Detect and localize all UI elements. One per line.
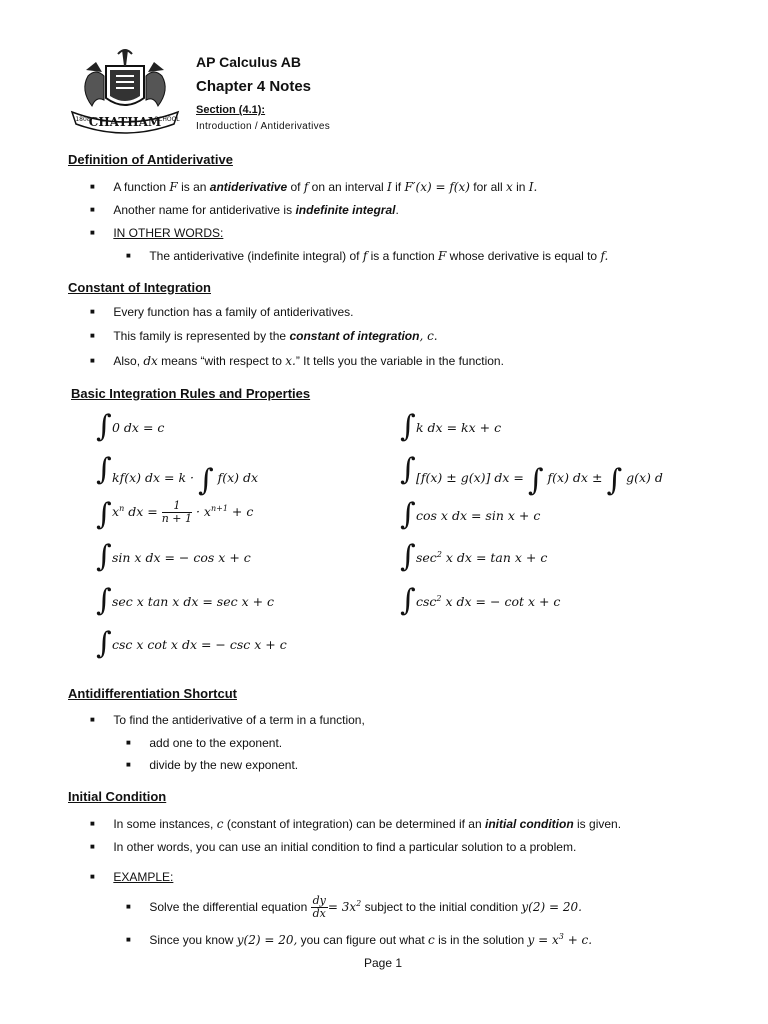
integral-sign-icon: ∫: [96, 409, 112, 444]
integral-sign-icon: ∫: [400, 497, 416, 532]
definition-bullet-1: ■ A function F is an antiderivative of f on an interval I if F′(x) = f(x) for all x in I.: [90, 180, 538, 194]
integral-sign-icon: ∫: [527, 463, 544, 498]
initial-bullet-3: ■ EXAMPLE:: [90, 870, 174, 884]
bullet-icon: ■: [90, 228, 95, 237]
chapter-title: Chapter 4 Notes: [196, 78, 312, 95]
rules-heading: Basic Integration Rules and Properties: [71, 386, 311, 401]
bullet-icon: ■: [126, 251, 131, 260]
shortcut-subbullet-1: ■ add one to the exponent.: [126, 736, 283, 750]
section-label: Section (4.1):: [196, 104, 266, 116]
constant-heading: Constant of Integration: [68, 280, 211, 295]
crest-school: SCHOOL: [154, 116, 180, 123]
definition-heading: Definition of Antiderivative: [68, 152, 233, 167]
integral-sign-icon: ∫: [400, 409, 416, 444]
integral-sign-icon: ∫: [96, 497, 112, 532]
bullet-icon: ■: [126, 935, 131, 944]
course-title: AP Calculus AB: [196, 54, 302, 70]
example-subbullet-1: ■ Solve the differential equation $\frac{dy}{dx}$ = $3x^2$ subject to the initial condition y(2) = 20.: [126, 894, 582, 921]
definition-subbullet: ■ The antiderivative (indefinite integral) of f is a function F whose derivative is equal to f.: [126, 249, 609, 263]
definition-bullet-2: ■ Another name for antiderivative is indefinite integral.: [90, 203, 399, 217]
bullet-icon: ■: [90, 205, 95, 214]
integral-sign-icon: ∫: [606, 463, 623, 498]
bullet-icon: ■: [90, 307, 95, 316]
crest-year: 1808: [75, 116, 91, 123]
school-crest-logo: [66, 46, 184, 134]
bullet-icon: ■: [126, 760, 131, 769]
integral-sign-icon: ∫: [400, 452, 416, 487]
example-subbullet-2: ■ Since you know y(2) = 20, you can figure out what c is in the solution $y = x^3 + c$.: [126, 932, 593, 947]
integral-sign-icon: ∫: [400, 539, 416, 574]
initial-bullet-1: ■ In some instances, c (constant of integration) can be determined if an initial condition is given.: [90, 817, 622, 831]
bullet-icon: ■: [90, 842, 95, 851]
initial-heading: Initial Condition: [68, 789, 167, 804]
section-topic: Introduction / Antiderivatives: [196, 121, 331, 132]
bullet-icon: ■: [90, 356, 95, 365]
constant-bullet-1: ■ Every function has a family of antiderivatives.: [90, 305, 354, 319]
page-number: Page 1: [364, 956, 403, 970]
bullet-icon: ■: [90, 715, 95, 724]
bullet-icon: ■: [90, 872, 95, 881]
bullet-icon: ■: [126, 901, 131, 911]
initial-bullet-2: ■ In other words, you can use an initial condition to find a particular solution to a problem.: [90, 840, 577, 854]
integral-sign-icon: ∫: [400, 583, 416, 618]
definition-bullet-3: ■ IN OTHER WORDS:: [90, 226, 224, 240]
crest-banner-text: CHATHAM: [88, 115, 162, 129]
shortcut-heading: Antidifferentiation Shortcut: [68, 686, 237, 701]
bullet-icon: ■: [90, 819, 95, 828]
shortcut-subbullet-2: ■ divide by the new exponent.: [126, 758, 299, 772]
shortcut-bullet: ■ To find the antiderivative of a term in a function,: [90, 713, 365, 727]
integral-sign-icon: ∫: [96, 539, 112, 574]
bullet-icon: ■: [90, 182, 95, 191]
integral-sign-icon: ∫: [96, 583, 112, 618]
constant-bullet-2: ■ This family is represented by the constant of integration, c.: [90, 329, 438, 343]
integral-sign-icon: ∫: [96, 626, 112, 661]
constant-bullet-3: ■ Also, dx means “with respect to x.” It tells you the variable in the function.: [90, 354, 504, 368]
integral-sign-icon: ∫: [96, 452, 112, 487]
bullet-icon: ■: [90, 331, 95, 340]
bullet-icon: ■: [126, 738, 131, 747]
integral-sign-icon: ∫: [197, 463, 214, 498]
